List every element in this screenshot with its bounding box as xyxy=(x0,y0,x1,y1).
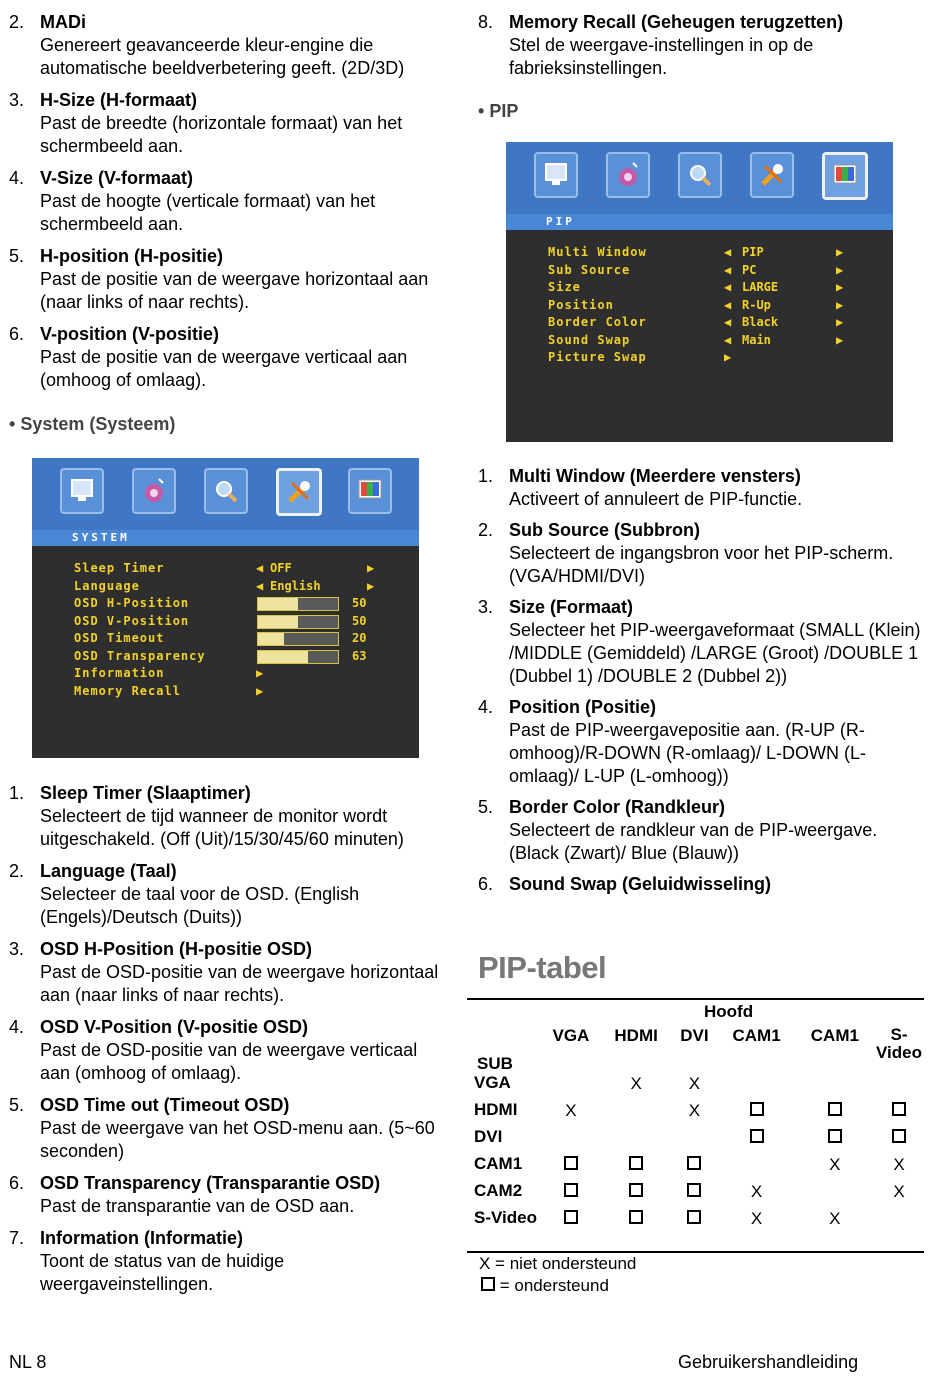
item-number: 1. xyxy=(9,783,25,803)
supported-square-icon xyxy=(750,1102,764,1116)
osd-row-value: Main xyxy=(742,332,771,347)
supported-square-icon xyxy=(564,1156,578,1170)
list-item xyxy=(9,1172,449,1218)
item-title: MADi xyxy=(40,12,86,32)
item-number: 3. xyxy=(478,597,494,617)
table-cell: X xyxy=(893,1155,905,1174)
table-cell xyxy=(541,1182,601,1209)
supported-square-icon xyxy=(687,1156,701,1170)
arrow-right-icon[interactable]: ▶ xyxy=(836,332,844,347)
item-number: 6. xyxy=(478,874,494,894)
item-description: Selecteert de ingangsbron voor het PIP-scherm. (VGA/HDMI/DVI) xyxy=(509,543,894,586)
arrow-left-icon[interactable]: ◀ xyxy=(724,262,732,277)
item-number: 3. xyxy=(9,90,25,110)
item-description: Past de transparantie van de OSD aan. xyxy=(40,1196,355,1216)
item-description: Toont de status van de huidige weergaveinstellingen. xyxy=(40,1251,285,1294)
table-cell: X xyxy=(750,1209,763,1228)
table-cell xyxy=(541,1155,601,1182)
osd-row-label[interactable]: Language xyxy=(74,578,140,593)
arrow-right-icon[interactable]: ▶ xyxy=(836,280,844,294)
item-number: 5. xyxy=(478,797,494,817)
column-header: VGA xyxy=(552,1026,590,1045)
table-cell xyxy=(717,1101,795,1128)
supported-square-icon xyxy=(629,1183,643,1197)
item-description: Past de weergave van het OSD-menu aan. (5~60 seconden) xyxy=(40,1118,435,1161)
item-number: 6. xyxy=(9,324,25,344)
pip-table xyxy=(469,1026,924,1236)
item-title: Sub Source (Subbron) xyxy=(509,520,700,540)
list-item xyxy=(9,1016,449,1085)
submenu-arrow-icon[interactable]: ▶ xyxy=(256,683,264,698)
submenu-arrow-icon[interactable]: ▶ xyxy=(256,666,264,680)
arrow-right-icon[interactable]: ▶ xyxy=(836,315,844,329)
list-item xyxy=(478,465,923,511)
arrow-left-icon[interactable]: ◀ xyxy=(724,280,732,294)
table-cell: X xyxy=(893,1182,905,1201)
item-description: Genereert geavanceerde kleur-engine die automatische beeldverbetering geeft. (2D/3D) xyxy=(40,35,405,78)
item-title: Information (Informatie) xyxy=(40,1228,243,1248)
column-header: DVI xyxy=(680,1026,709,1045)
osd-row-label[interactable]: Sleep Timer xyxy=(74,561,165,575)
osd-row-label[interactable]: Border Color xyxy=(548,315,647,329)
osd-row-label[interactable]: Information xyxy=(74,666,165,680)
monitor-icon[interactable] xyxy=(60,468,104,514)
osd-slider[interactable] xyxy=(257,650,339,664)
item-description: Past de positie van de weergave verticaal aan (omhoog of omlaag). xyxy=(40,347,408,390)
table-cell xyxy=(671,1209,717,1236)
osd-slider[interactable] xyxy=(257,632,339,646)
osd-row-label[interactable]: OSD Transparency xyxy=(74,648,206,663)
item-description: Selecteert de tijd wanneer de monitor wordt uitgeschakeld. (Off (Uit)/15/30/45/60 minuten) xyxy=(40,806,404,849)
osd-row-label[interactable]: Size xyxy=(548,280,581,294)
item-number: 1. xyxy=(478,466,494,486)
item-title: H-position (H-positie) xyxy=(40,246,223,266)
table-cell xyxy=(541,1209,601,1236)
tools-icon[interactable] xyxy=(276,468,322,516)
table-cell: X xyxy=(829,1209,841,1228)
item-description: Past de positie van de weergave horizontaal aan (naar links of naar rechts). xyxy=(40,269,429,312)
supported-square-icon xyxy=(828,1129,842,1143)
list-item xyxy=(9,860,449,929)
table-row xyxy=(469,1128,924,1155)
arrow-right-icon[interactable]: ▶ xyxy=(836,297,844,312)
item-number: 5. xyxy=(9,1095,25,1115)
table-cell xyxy=(601,1209,672,1236)
supported-square-icon xyxy=(629,1156,643,1170)
row-header: CAM1 xyxy=(474,1154,523,1173)
list-item xyxy=(9,167,449,236)
item-title: OSD H-Position (H-positie OSD) xyxy=(40,939,312,959)
table-cell xyxy=(796,1182,874,1209)
item-title: Sleep Timer (Slaaptimer) xyxy=(40,783,251,803)
item-description: Past de OSD-positie van de weergave horizontaal aan (naar links of naar rechts). xyxy=(40,962,439,1005)
table-cell: X xyxy=(565,1101,577,1120)
pip-heading-text: PIP xyxy=(489,101,519,121)
osd-row-label[interactable]: Sound Swap xyxy=(548,332,631,347)
table-cell xyxy=(601,1155,672,1182)
table-cell xyxy=(874,1209,924,1236)
pip-osd-screenshot xyxy=(506,142,893,442)
osd-row-value: 50 xyxy=(352,596,367,610)
list-item xyxy=(478,11,918,80)
table-row xyxy=(469,1074,924,1101)
monitor-icon[interactable] xyxy=(534,152,578,198)
osd-row-label[interactable]: Multi Window xyxy=(548,245,647,259)
table-cell xyxy=(601,1128,672,1155)
supported-square-icon xyxy=(892,1102,906,1116)
table-cell xyxy=(874,1074,924,1101)
arrow-left-icon[interactable]: ◀ xyxy=(724,245,732,259)
osd-row-value: LARGE xyxy=(742,280,779,294)
item-description: Selecteert de randkleur van de PIP-weergave. (Black (Zwart)/ Blue (Blauw)) xyxy=(509,820,878,863)
supported-square-icon xyxy=(564,1183,578,1197)
table-row xyxy=(469,1101,924,1128)
list-item xyxy=(478,873,923,896)
osd-slider[interactable] xyxy=(257,615,339,629)
list-item xyxy=(9,245,449,314)
supported-square-icon xyxy=(892,1129,906,1143)
list-item xyxy=(9,1094,449,1163)
row-header: CAM2 xyxy=(474,1181,523,1200)
item-number: 4. xyxy=(9,168,25,188)
arrow-left-icon[interactable]: ◀ xyxy=(256,578,264,593)
arrow-left-icon[interactable]: ◀ xyxy=(724,332,732,347)
supported-square-icon xyxy=(828,1102,842,1116)
list-item xyxy=(9,323,449,392)
item-description: Stel de weergave-instellingen in op de fabrieksinstellingen. xyxy=(509,35,814,78)
item-number: 2. xyxy=(478,520,494,540)
table-cell xyxy=(796,1128,874,1155)
column-header: CAM1 xyxy=(732,1026,781,1045)
item-number: 7. xyxy=(9,1228,25,1248)
osd-row-label[interactable]: OSD V-Position xyxy=(74,613,190,628)
arrow-right-icon[interactable]: ▶ xyxy=(836,245,844,259)
color-icon[interactable] xyxy=(606,152,650,198)
osd-slider[interactable] xyxy=(257,597,339,611)
arrow-left-icon[interactable]: ◀ xyxy=(724,297,732,312)
supported-square-icon xyxy=(629,1210,643,1224)
item-title: Multi Window (Meerdere vensters) xyxy=(509,466,801,486)
arrow-right-icon[interactable]: ▶ xyxy=(836,262,844,277)
table-header-row xyxy=(469,1026,924,1074)
legend-x: X = niet ondersteund xyxy=(479,1254,637,1273)
item-description: Past de hoogte (verticale formaat) van het schermbeeld aan. xyxy=(40,191,376,234)
row-header: VGA xyxy=(474,1073,511,1092)
supported-square-icon xyxy=(564,1210,578,1224)
supported-square-icon xyxy=(481,1277,495,1291)
row-header: HDMI xyxy=(474,1100,518,1119)
table-cell xyxy=(717,1155,795,1182)
item-description: Activeert of annuleert de PIP-functie. xyxy=(509,489,803,509)
osd-row-label[interactable]: OSD H-Position xyxy=(74,596,190,610)
osd-row-value: 20 xyxy=(352,631,367,645)
list-item xyxy=(9,89,449,158)
item-number: 5. xyxy=(9,246,25,266)
pip-settings-list xyxy=(478,465,923,904)
color-icon[interactable] xyxy=(132,468,176,514)
list-item xyxy=(9,938,449,1007)
system-heading: • System (Systeem) xyxy=(9,414,176,434)
table-cell xyxy=(541,1074,601,1101)
item-title: V-position (V-positie) xyxy=(40,324,219,344)
row-header: DVI xyxy=(474,1127,503,1146)
manual-title: Gebruikershandleiding xyxy=(678,1352,859,1372)
supported-square-icon xyxy=(687,1183,701,1197)
list-item xyxy=(9,782,449,851)
osd-section-label: SYSTEM xyxy=(32,530,419,546)
column-header: CAM1 xyxy=(810,1026,859,1045)
pip-icon[interactable] xyxy=(822,152,868,200)
list-item xyxy=(478,696,923,788)
system-osd-screenshot xyxy=(32,458,419,758)
pip-table-title: PIP-tabel xyxy=(478,950,607,985)
table-row xyxy=(469,1155,924,1182)
tools-icon[interactable] xyxy=(750,152,794,198)
table-cell xyxy=(796,1074,874,1101)
page-number: NL 8 xyxy=(9,1352,47,1372)
osd-row-label[interactable]: Sub Source xyxy=(548,262,631,277)
item-title: Border Color (Randkleur) xyxy=(509,797,726,817)
list-item xyxy=(478,596,923,688)
item-number: 3. xyxy=(9,939,25,959)
list-item xyxy=(9,1227,449,1296)
item-number: 4. xyxy=(9,1017,25,1037)
table-cell xyxy=(717,1128,795,1155)
osd-row-label[interactable]: OSD Timeout xyxy=(74,631,165,645)
column-header: HDMI xyxy=(614,1026,658,1045)
item-title: Position (Positie) xyxy=(509,697,657,717)
supported-square-icon xyxy=(687,1210,701,1224)
magnifier-icon[interactable] xyxy=(678,152,722,198)
right-column-top xyxy=(478,11,918,80)
item-description: Selecteer het PIP-weergaveformaat (SMALL (Klein) /MIDDLE (Gemiddeld) /LARGE (Groot) /DOUBLE 1 (Dubbel 1) /DOUBLE 2 (Dubbel 2)) xyxy=(509,620,921,686)
item-title: V-Size (V-formaat) xyxy=(40,168,194,188)
left-column xyxy=(9,11,449,401)
item-title: OSD V-Position (V-positie OSD) xyxy=(40,1017,309,1037)
list-item xyxy=(478,796,923,865)
table-cell xyxy=(601,1101,672,1128)
table-cell: X xyxy=(688,1074,701,1093)
item-number: 4. xyxy=(478,697,494,717)
item-title: Language (Taal) xyxy=(40,861,177,881)
osd-row-label[interactable]: Position xyxy=(548,297,614,312)
item-number: 2. xyxy=(9,861,25,881)
table-cell: X xyxy=(829,1155,841,1174)
supported-square-icon xyxy=(750,1129,764,1143)
item-description: Past de PIP-weergavepositie aan. (R-UP (R-omhoog)/R-DOWN (R-omlaag)/ L-DOWN (L-omlaag)/ L-UP (L-omhoog)) xyxy=(509,720,867,786)
magnifier-icon[interactable] xyxy=(204,468,248,514)
osd-row-value: English xyxy=(270,578,321,593)
osd-row-label[interactable]: Memory Recall xyxy=(74,683,181,698)
pip-heading: • PIP xyxy=(478,101,519,121)
item-number: 8. xyxy=(478,12,494,32)
arrow-right-icon[interactable]: ▶ xyxy=(367,561,375,575)
item-description: Past de breedte (horizontale formaat) van het schermbeeld aan. xyxy=(40,113,403,156)
item-number: 6. xyxy=(9,1173,25,1193)
settings-list-top xyxy=(9,11,449,392)
table-row xyxy=(469,1209,924,1236)
item-description: Past de OSD-positie van de weergave verticaal aan (omhoog of omlaag). xyxy=(40,1040,418,1083)
list-item xyxy=(478,519,923,588)
item-title: Sound Swap (Geluidwisseling) xyxy=(509,874,772,894)
system-settings-list xyxy=(9,782,449,1305)
sub-column-header: SUB xyxy=(477,1054,513,1073)
pip-icon[interactable] xyxy=(348,468,392,514)
column-header: S-Video xyxy=(876,1025,922,1062)
arrow-left-icon[interactable]: ◀ xyxy=(724,315,732,329)
legend-square-text: = ondersteund xyxy=(499,1276,609,1295)
item-title: Memory Recall (Geheugen terugzetten) xyxy=(509,12,844,32)
system-heading-text: System (Systeem) xyxy=(20,414,176,434)
table-cell xyxy=(671,1182,717,1209)
table-cell xyxy=(717,1074,795,1101)
table-cell xyxy=(671,1155,717,1182)
table-cell xyxy=(541,1128,601,1155)
item-title: OSD Transparency (Transparantie OSD) xyxy=(40,1173,381,1193)
osd-row-label[interactable]: Picture Swap xyxy=(548,350,647,364)
table-row xyxy=(469,1182,924,1209)
legend-square xyxy=(481,1276,609,1296)
item-description: Selecteer de taal voor de OSD. (English (Engels)/Deutsch (Duits)) xyxy=(40,884,360,927)
table-cell xyxy=(874,1101,924,1128)
item-number: 2. xyxy=(9,12,25,32)
item-title: Size (Formaat) xyxy=(509,597,634,617)
table-top-rule xyxy=(467,998,924,1000)
main-label: Hoofd xyxy=(704,1002,754,1021)
item-title: OSD Time out (Timeout OSD) xyxy=(40,1095,290,1115)
item-title: H-Size (H-formaat) xyxy=(40,90,198,110)
arrow-right-icon[interactable]: ▶ xyxy=(367,578,375,593)
table-bottom-rule xyxy=(467,1251,924,1253)
table-cell: X xyxy=(688,1101,701,1120)
table-cell: X xyxy=(630,1074,642,1093)
osd-row-value: R-Up xyxy=(742,297,771,312)
table-cell xyxy=(874,1128,924,1155)
osd-row-value: PC xyxy=(742,262,757,277)
table-cell: X xyxy=(750,1182,763,1201)
row-header: S-Video xyxy=(474,1208,537,1227)
table-cell xyxy=(796,1101,874,1128)
list-item xyxy=(9,11,449,80)
osd-section-label: PIP xyxy=(506,214,893,230)
osd-row-value: PIP xyxy=(742,245,764,259)
table-cell xyxy=(671,1128,717,1155)
submenu-arrow-icon[interactable]: ▶ xyxy=(724,350,732,364)
osd-row-value: 50 xyxy=(352,613,367,628)
osd-row-value: OFF xyxy=(270,561,292,575)
osd-row-value: 63 xyxy=(352,648,367,663)
arrow-left-icon[interactable]: ◀ xyxy=(256,561,264,575)
osd-row-value: Black xyxy=(742,315,779,329)
table-cell xyxy=(601,1182,672,1209)
